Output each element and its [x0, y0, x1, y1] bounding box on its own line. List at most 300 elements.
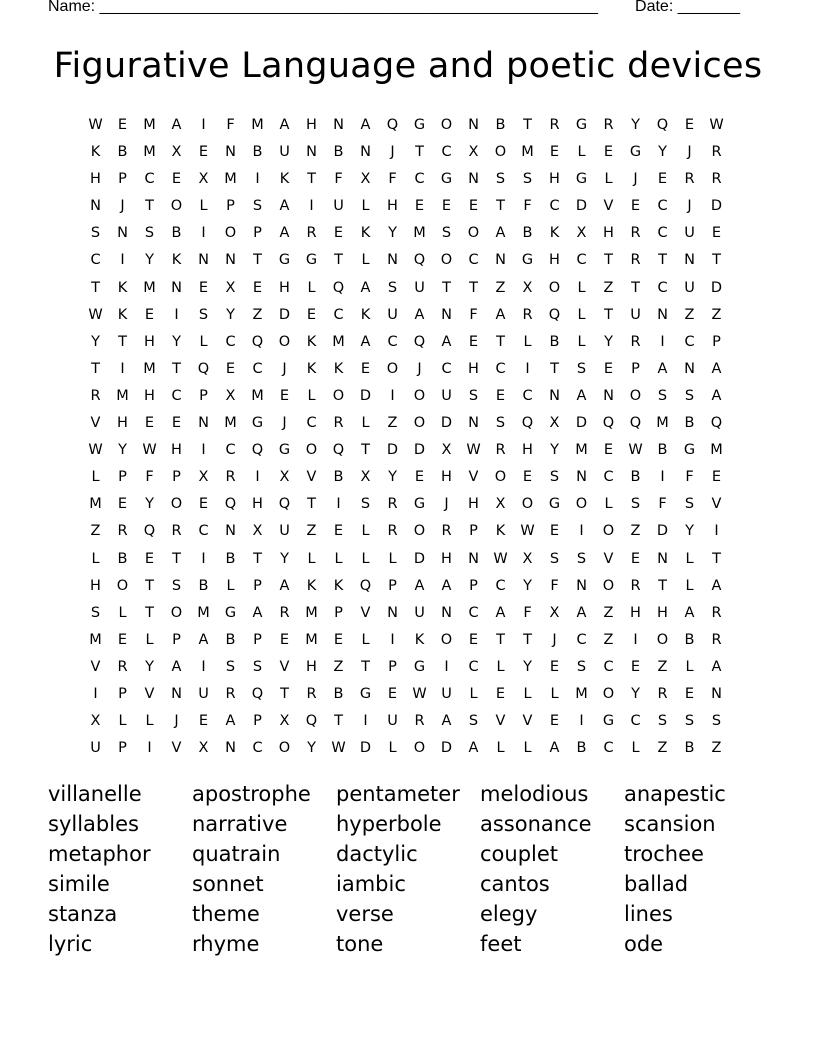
- grid-letter: O: [170, 198, 183, 215]
- grid-letter: N: [549, 387, 560, 404]
- grid-letter: E: [279, 631, 290, 648]
- word-bank-item: lines: [624, 902, 673, 926]
- grid-letter: H: [387, 198, 398, 215]
- grid-letter: E: [144, 550, 155, 567]
- grid-letter: I: [201, 117, 206, 133]
- grid-letter: A: [657, 360, 668, 377]
- word-bank-item: simile: [48, 872, 110, 896]
- grid-letter: P: [469, 577, 478, 594]
- grid-letter: T: [172, 550, 181, 567]
- grid-letter: V: [144, 685, 155, 702]
- grid-letter: R: [90, 387, 101, 404]
- grid-letter: I: [174, 306, 179, 323]
- grid-letter: N: [117, 225, 128, 242]
- grid-letter: S: [711, 713, 722, 730]
- grid-letter: O: [413, 740, 426, 757]
- grid-letter: R: [225, 685, 236, 702]
- grid-letter: K: [333, 577, 344, 594]
- grid-letter: Y: [388, 469, 397, 486]
- grid-letter: E: [468, 333, 479, 350]
- grid-letter: G: [548, 496, 561, 513]
- grid-letter: C: [495, 577, 506, 594]
- grid-letter: T: [253, 550, 262, 567]
- grid-letter: Y: [631, 685, 640, 702]
- grid-letter: K: [306, 577, 317, 594]
- grid-letter: P: [469, 523, 478, 540]
- grid-letter: Q: [413, 333, 426, 350]
- grid-letter: R: [306, 685, 317, 702]
- grid-letter: A: [495, 306, 506, 323]
- grid-letter: L: [307, 550, 316, 567]
- grid-letter: M: [116, 387, 129, 404]
- grid-letter: X: [198, 469, 209, 486]
- grid-letter: I: [390, 387, 395, 404]
- grid-letter: G: [440, 171, 453, 188]
- grid-letter: D: [359, 387, 372, 404]
- grid-letter: D: [278, 306, 291, 323]
- grid-letter: E: [306, 306, 317, 323]
- grid-letter: V: [171, 740, 182, 757]
- grid-letter: P: [334, 604, 343, 621]
- grid-letter: E: [711, 469, 722, 486]
- grid-letter: G: [278, 252, 291, 269]
- grid-letter: N: [468, 415, 479, 432]
- grid-letter: Z: [90, 523, 101, 540]
- grid-letter: L: [523, 685, 532, 702]
- grid-letter: P: [118, 685, 127, 702]
- grid-letter: I: [255, 469, 260, 486]
- grid-letter: J: [687, 198, 692, 215]
- grid-letter: Y: [118, 442, 127, 459]
- grid-letter: P: [388, 658, 397, 675]
- grid-letter: Q: [224, 496, 237, 513]
- grid-letter: M: [656, 415, 669, 432]
- grid-letter: M: [89, 631, 102, 648]
- grid-letter: A: [468, 740, 479, 757]
- grid-letter: M: [521, 144, 534, 161]
- grid-letter: D: [575, 415, 588, 432]
- grid-letter: Y: [145, 496, 154, 513]
- grid-letter: K: [306, 360, 317, 377]
- grid-letter: S: [144, 225, 155, 242]
- grid-letter: Q: [332, 442, 345, 459]
- grid-letter: B: [117, 144, 128, 161]
- grid-letter: N: [576, 469, 587, 486]
- grid-letter: H: [252, 496, 263, 513]
- grid-letter: A: [576, 387, 587, 404]
- grid-letter: A: [414, 577, 425, 594]
- word-bank-item: couplet: [480, 842, 559, 866]
- grid-letter: L: [577, 144, 586, 161]
- grid-letter: B: [225, 631, 236, 648]
- grid-letter: Y: [91, 333, 100, 350]
- grid-letter: C: [603, 469, 614, 486]
- grid-letter: L: [685, 577, 694, 594]
- grid-letter: O: [494, 469, 507, 486]
- grid-letter: L: [496, 740, 505, 757]
- grid-letter: E: [630, 550, 641, 567]
- grid-letter: R: [711, 144, 722, 161]
- grid-letter: A: [360, 117, 371, 133]
- grid-letter: X: [495, 496, 506, 513]
- grid-letter: O: [494, 144, 507, 161]
- grid-letter: L: [388, 550, 397, 567]
- grid-letter: I: [93, 685, 98, 702]
- grid-letter: A: [711, 577, 722, 594]
- grid-letter: E: [144, 306, 155, 323]
- grid-letter: M: [143, 117, 156, 133]
- grid-letter: F: [550, 577, 559, 594]
- grid-letter: S: [657, 387, 668, 404]
- grid-letter: L: [199, 333, 208, 350]
- grid-letter: S: [576, 658, 587, 675]
- grid-letter: O: [548, 279, 561, 296]
- grid-letter: H: [468, 360, 479, 377]
- grid-letter: D: [440, 740, 453, 757]
- grid-letter: J: [633, 171, 638, 188]
- grid-letter: P: [118, 740, 127, 757]
- grid-letter: L: [361, 415, 370, 432]
- grid-letter: Z: [495, 279, 506, 296]
- grid-letter: O: [602, 577, 615, 594]
- grid-letter: R: [657, 685, 668, 702]
- grid-letter: X: [468, 144, 479, 161]
- grid-letter: O: [629, 387, 642, 404]
- grid-letter: E: [171, 171, 182, 188]
- grid-letter: I: [201, 225, 206, 242]
- grid-letter: E: [468, 631, 479, 648]
- grid-letter: P: [172, 469, 181, 486]
- grid-letter: N: [171, 279, 182, 296]
- grid-letter: I: [579, 523, 584, 540]
- grid-letter: O: [332, 387, 345, 404]
- grid-letter: L: [550, 685, 559, 702]
- grid-letter: A: [279, 577, 290, 594]
- grid-letter: I: [120, 252, 125, 269]
- grid-letter: R: [630, 225, 641, 242]
- grid-letter: R: [711, 631, 722, 648]
- grid-letter: V: [603, 198, 614, 215]
- grid-letter: O: [413, 415, 426, 432]
- grid-letter: P: [253, 713, 262, 730]
- grid-letter: A: [576, 604, 587, 621]
- grid-letter: F: [334, 171, 343, 188]
- grid-letter: W: [142, 442, 157, 459]
- grid-letter: O: [224, 225, 237, 242]
- grid-letter: D: [710, 198, 723, 215]
- grid-letter: C: [387, 333, 398, 350]
- grid-letter: R: [171, 523, 182, 540]
- grid-letter: N: [387, 604, 398, 621]
- grid-letter: Z: [387, 415, 398, 432]
- grid-letter: A: [495, 225, 506, 242]
- grid-letter: H: [306, 658, 317, 675]
- grid-letter: H: [90, 171, 101, 188]
- grid-letter: F: [388, 171, 397, 188]
- grid-letter: T: [631, 279, 640, 296]
- grid-letter: L: [631, 740, 640, 757]
- word-bank-item: verse: [336, 902, 394, 926]
- grid-letter: X: [549, 604, 560, 621]
- grid-letter: Q: [548, 306, 561, 323]
- grid-letter: F: [469, 306, 478, 323]
- grid-letter: R: [711, 171, 722, 188]
- grid-letter: H: [468, 496, 479, 513]
- grid-letter: N: [576, 577, 587, 594]
- grid-letter: R: [522, 306, 533, 323]
- grid-letter: T: [334, 252, 343, 269]
- grid-letter: Z: [657, 740, 668, 757]
- grid-letter: R: [306, 225, 317, 242]
- grid-letter: Q: [521, 415, 534, 432]
- grid-letter: A: [495, 604, 506, 621]
- word-bank-item: quatrain: [192, 842, 281, 866]
- grid-letter: E: [198, 279, 209, 296]
- grid-letter: L: [361, 550, 370, 567]
- grid-letter: Q: [413, 252, 426, 269]
- grid-letter: J: [282, 415, 287, 432]
- grid-letter: E: [711, 225, 722, 242]
- grid-letter: X: [225, 279, 236, 296]
- grid-letter: S: [360, 496, 371, 513]
- grid-letter: K: [414, 631, 425, 648]
- grid-letter: I: [660, 333, 665, 350]
- grid-letter: C: [657, 198, 668, 215]
- grid-letter: Q: [629, 415, 642, 432]
- header: [48, 0, 740, 17]
- grid-letter: T: [145, 604, 154, 621]
- grid-letter: T: [91, 360, 100, 377]
- grid-letter: N: [603, 387, 614, 404]
- grid-letter: S: [441, 225, 452, 242]
- grid-letter: U: [387, 713, 398, 730]
- grid-letter: E: [549, 523, 560, 540]
- word-bank-item: assonance: [480, 812, 592, 836]
- grid-letter: W: [412, 685, 427, 702]
- grid-letter: P: [118, 171, 127, 188]
- grid-letter: R: [630, 577, 641, 594]
- grid-letter: T: [361, 658, 370, 675]
- grid-letter: X: [198, 740, 209, 757]
- grid-letter: H: [144, 387, 155, 404]
- grid-letter: G: [224, 604, 237, 621]
- grid-letter: E: [495, 685, 506, 702]
- grid-letter: M: [224, 171, 237, 188]
- grid-letter: F: [145, 469, 154, 486]
- grid-letter: I: [201, 658, 206, 675]
- grid-letter: N: [684, 252, 695, 269]
- grid-letter: R: [441, 523, 452, 540]
- grid-letter: Z: [603, 631, 614, 648]
- grid-letter: R: [333, 415, 344, 432]
- grid-letter: O: [467, 225, 480, 242]
- grid-letter: J: [444, 496, 449, 513]
- grid-letter: S: [522, 171, 533, 188]
- grid-letter: G: [413, 117, 426, 133]
- grid-letter: W: [88, 117, 103, 133]
- grid-letter: O: [440, 631, 453, 648]
- grid-letter: O: [278, 740, 291, 757]
- word-bank-item: rhyme: [192, 932, 260, 956]
- grid-letter: A: [198, 631, 209, 648]
- grid-letter: C: [225, 333, 236, 350]
- grid-letter: L: [523, 333, 532, 350]
- grid-letter: B: [252, 144, 263, 161]
- word-bank-item: ode: [624, 932, 664, 956]
- grid-letter: G: [575, 117, 588, 133]
- grid-letter: E: [333, 523, 344, 540]
- grid-letter: A: [171, 658, 182, 675]
- grid-letter: C: [576, 631, 587, 648]
- grid-letter: V: [468, 469, 479, 486]
- grid-letter: S: [495, 415, 506, 432]
- grid-letter: F: [658, 496, 667, 513]
- grid-letter: X: [522, 279, 533, 296]
- grid-letter: U: [414, 604, 425, 621]
- grid-letter: A: [684, 604, 695, 621]
- grid-letter: E: [414, 469, 425, 486]
- grid-letter: N: [90, 198, 101, 215]
- grid-letter: N: [657, 550, 668, 567]
- grid-letter: S: [171, 577, 182, 594]
- grid-letter: T: [145, 198, 154, 215]
- word-bank-item: feet: [480, 932, 522, 956]
- grid-letter: A: [711, 360, 722, 377]
- grid-letter: I: [363, 713, 368, 730]
- grid-letter: K: [360, 225, 371, 242]
- grid-letter: O: [116, 577, 129, 594]
- grid-letter: Z: [711, 306, 722, 323]
- grid-letter: A: [414, 306, 425, 323]
- grid-letter: J: [390, 144, 395, 161]
- grid-letter: H: [603, 225, 614, 242]
- grid-letter: E: [603, 144, 614, 161]
- grid-letter: D: [359, 740, 372, 757]
- grid-letter: C: [468, 604, 479, 621]
- grid-letter: T: [307, 496, 316, 513]
- grid-letter: R: [630, 333, 641, 350]
- grid-letter: V: [711, 496, 722, 513]
- grid-letter: I: [201, 550, 206, 567]
- grid-letter: Z: [630, 523, 641, 540]
- word-bank-item: scansion: [624, 812, 716, 836]
- grid-letter: B: [657, 442, 668, 459]
- grid-letter: C: [441, 360, 452, 377]
- grid-letter: H: [144, 333, 155, 350]
- grid-letter: N: [225, 252, 236, 269]
- grid-letter: L: [361, 631, 370, 648]
- grid-letter: E: [279, 387, 290, 404]
- grid-letter: R: [225, 469, 236, 486]
- word-bank-item: apostrophe: [192, 782, 311, 806]
- grid-letter: A: [279, 225, 290, 242]
- grid-letter: F: [523, 198, 532, 215]
- word-bank-item: trochee: [624, 842, 704, 866]
- grid-letter: X: [252, 523, 263, 540]
- grid-letter: L: [307, 279, 316, 296]
- grid-letter: X: [549, 415, 560, 432]
- grid-letter: A: [711, 387, 722, 404]
- grid-letter: B: [333, 685, 344, 702]
- grid-letter: B: [684, 740, 695, 757]
- grid-letter: L: [577, 306, 586, 323]
- grid-letter: C: [414, 171, 425, 188]
- grid-letter: V: [90, 415, 101, 432]
- grid-letter: S: [684, 713, 695, 730]
- grid-letter: V: [306, 469, 317, 486]
- grid-letter: N: [468, 171, 479, 188]
- grid-letter: A: [441, 577, 452, 594]
- grid-letter: T: [550, 360, 559, 377]
- grid-letter: R: [117, 523, 128, 540]
- grid-letter: T: [469, 279, 478, 296]
- grid-letter: G: [359, 685, 372, 702]
- grid-letter: A: [279, 198, 290, 215]
- grid-letter: T: [604, 252, 613, 269]
- grid-letter: R: [549, 117, 560, 133]
- grid-letter: Y: [388, 225, 397, 242]
- grid-letter: Y: [145, 658, 154, 675]
- grid-letter: J: [120, 198, 125, 215]
- grid-letter: E: [657, 171, 668, 188]
- grid-letter: V: [360, 604, 371, 621]
- grid-letter: W: [88, 442, 103, 459]
- word-bank-item: lyric: [48, 932, 93, 956]
- grid-letter: V: [279, 658, 290, 675]
- grid-letter: E: [468, 198, 479, 215]
- grid-letter: Q: [251, 333, 264, 350]
- grid-letter: L: [145, 713, 154, 730]
- grid-letter: N: [225, 523, 236, 540]
- grid-letter: E: [387, 685, 398, 702]
- grid-letter: K: [495, 523, 506, 540]
- grid-letter: T: [604, 306, 613, 323]
- grid-letter: C: [171, 387, 182, 404]
- grid-letter: C: [90, 252, 101, 269]
- word-bank-item: sonnet: [192, 872, 264, 896]
- grid-letter: E: [198, 144, 209, 161]
- grid-letter: S: [684, 496, 695, 513]
- grid-letter: A: [252, 604, 263, 621]
- grid-letter: Y: [226, 306, 235, 323]
- grid-letter: Y: [523, 577, 532, 594]
- grid-letter: O: [413, 387, 426, 404]
- grid-letter: L: [145, 631, 154, 648]
- grid-letter: C: [657, 279, 668, 296]
- grid-letter: H: [90, 577, 101, 594]
- grid-letter: C: [198, 523, 209, 540]
- word-bank-item: elegy: [480, 902, 538, 926]
- grid-letter: O: [602, 685, 615, 702]
- grid-letter: M: [575, 442, 588, 459]
- grid-letter: N: [468, 550, 479, 567]
- grid-letter: E: [198, 496, 209, 513]
- grid-letter: T: [496, 333, 505, 350]
- grid-letter: M: [251, 117, 264, 133]
- grid-letter: Q: [278, 496, 291, 513]
- grid-letter: E: [603, 360, 614, 377]
- grid-letter: A: [360, 279, 371, 296]
- grid-letter: R: [279, 604, 290, 621]
- grid-letter: U: [333, 198, 344, 215]
- grid-letter: T: [280, 685, 289, 702]
- grid-letter: M: [143, 360, 156, 377]
- grid-letter: T: [118, 333, 127, 350]
- grid-letter: Q: [197, 360, 210, 377]
- grid-letter: Y: [172, 333, 181, 350]
- grid-letter: S: [657, 713, 668, 730]
- grid-letter: C: [603, 740, 614, 757]
